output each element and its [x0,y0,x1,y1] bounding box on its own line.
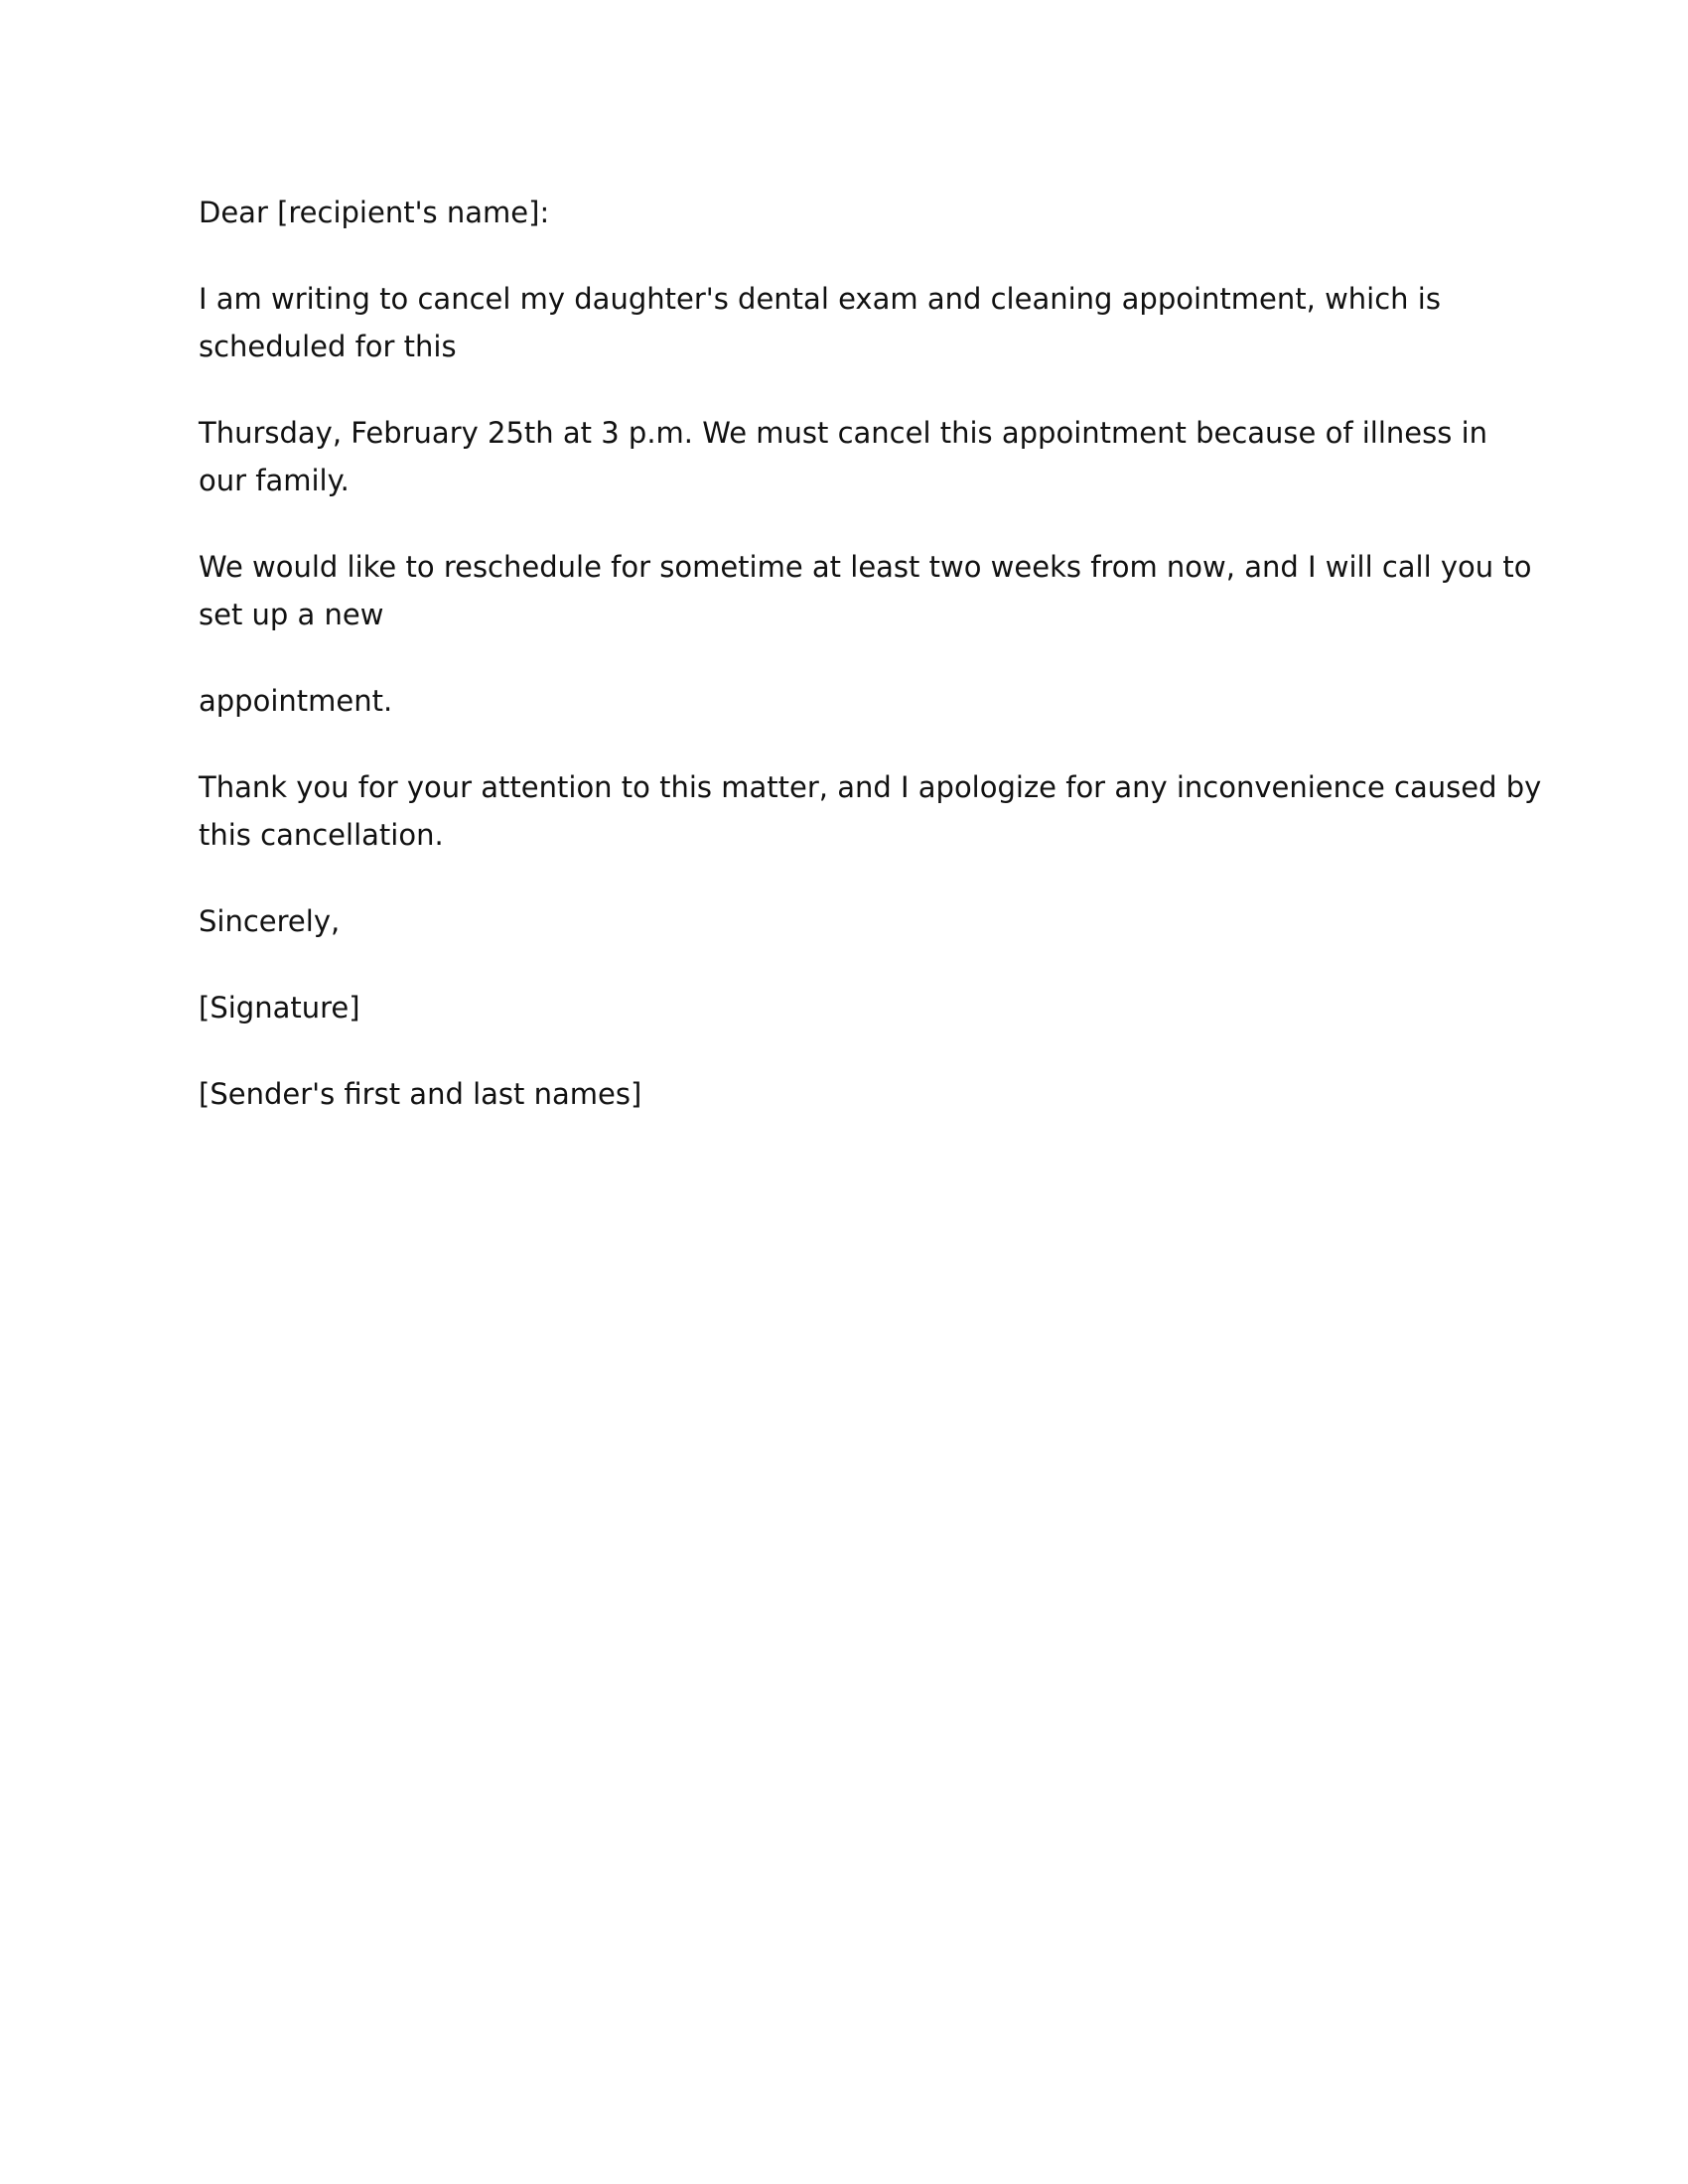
paragraph-line: set up a new [199,598,384,631]
paragraph-line: scheduled for this [199,330,457,363]
paragraph-line: appointment. [199,684,393,718]
paragraph-appointment-word [199,677,1499,725]
paragraph-appointment-date [199,409,1499,504]
paragraph-reschedule [199,543,1532,638]
paragraph-line: this cancellation. [199,818,444,852]
salutation-text: Dear [recipient's name]: [199,196,550,229]
paragraph-line: Thursday, February 25th at 3 p.m. We must cancel this appointment because of illness in [199,416,1488,450]
signature-placeholder [199,984,1499,1031]
closing-text: Sincerely, [199,904,341,938]
paragraph-line: our family. [199,464,350,497]
paragraph-line: Thank you for your attention to this matter, and I apologize for any inconvenience caused by [199,770,1542,804]
sender-name-text: [Sender's first and last names] [199,1077,642,1111]
closing [199,897,1499,945]
paragraph-line: I am writing to cancel my daughter's dental exam and cleaning appointment, which is [199,282,1441,316]
salutation [199,189,1499,236]
signature-text: [Signature] [199,991,360,1024]
sender-name-placeholder [199,1070,1499,1118]
paragraph-line: We would like to reschedule for sometime at least two weeks from now, and I will call you to [199,550,1532,584]
paragraph-cancel-request [199,275,1499,370]
letter-body [199,189,1542,1157]
paragraph-thanks [199,763,1542,859]
